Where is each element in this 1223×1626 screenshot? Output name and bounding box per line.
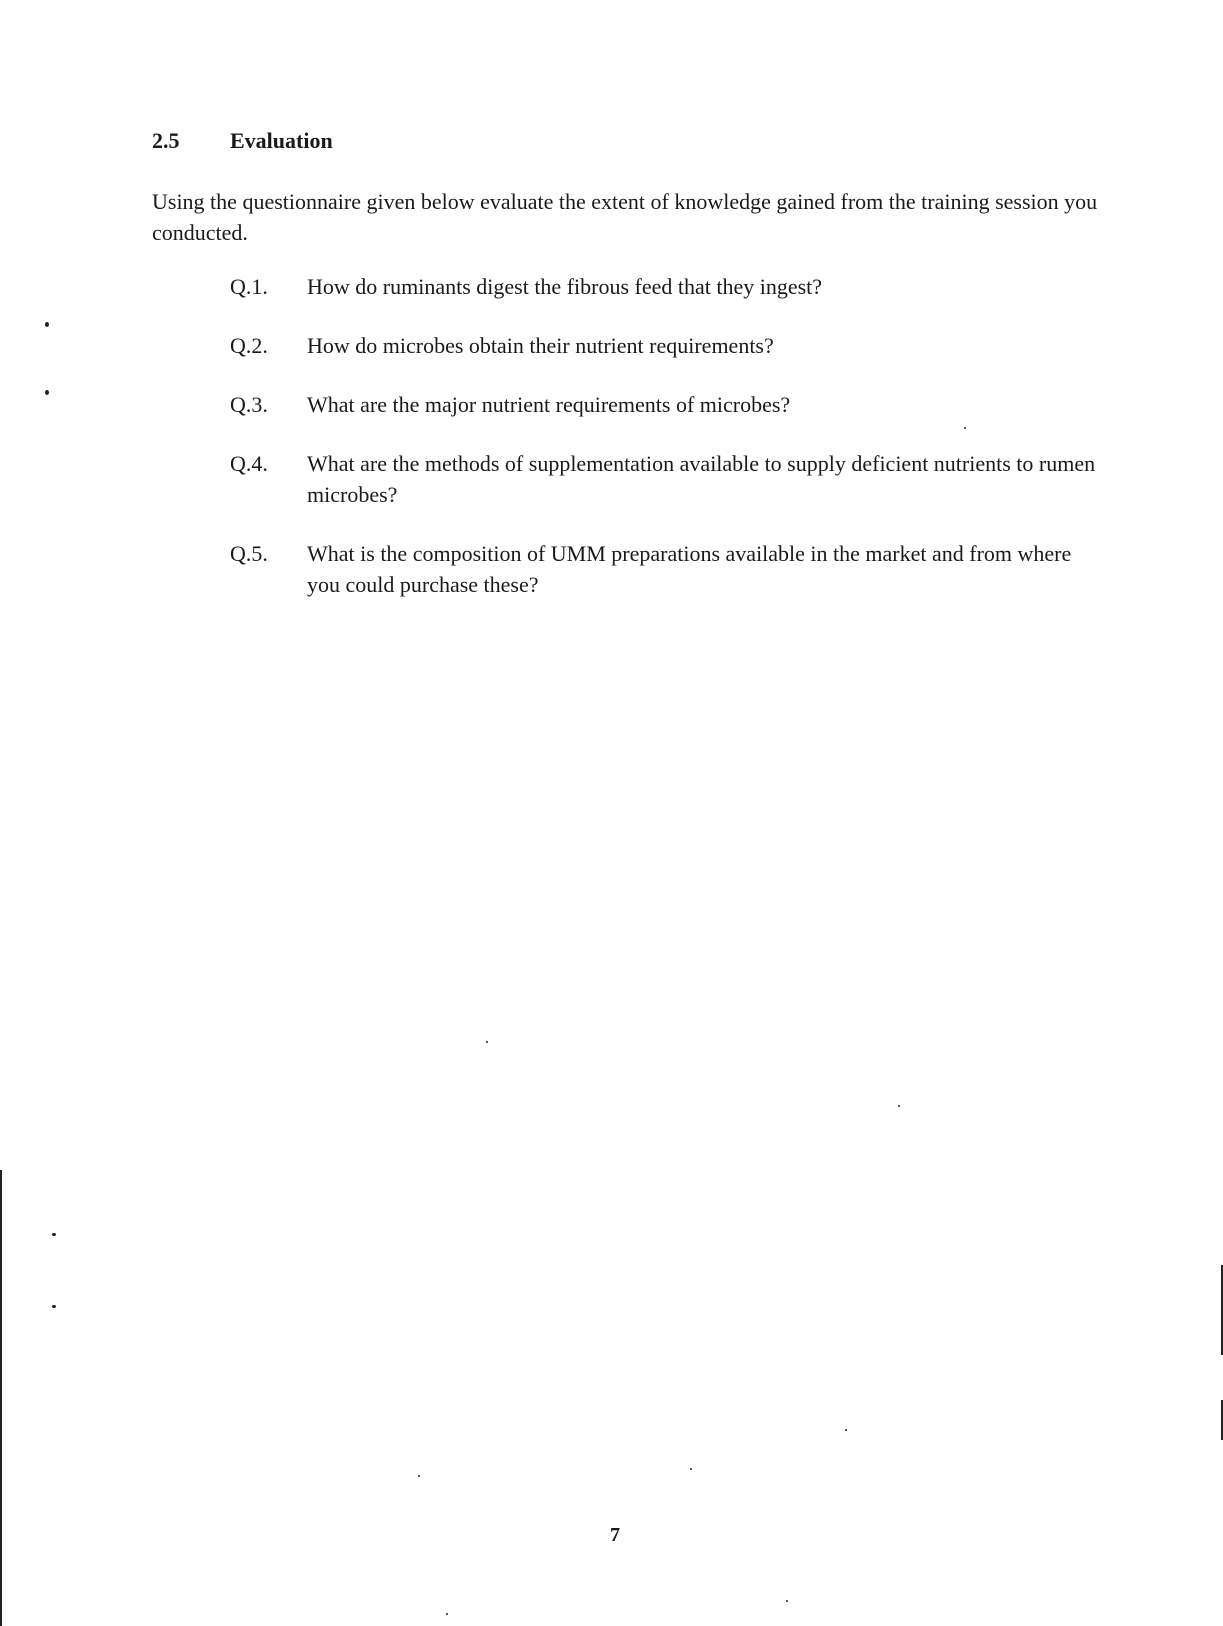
section-title: Evaluation bbox=[230, 128, 333, 153]
scan-speck bbox=[446, 1613, 448, 1615]
question-text: How do microbes obtain their nutrient requirements? bbox=[307, 333, 774, 358]
section-number: 2.5 bbox=[152, 128, 180, 153]
intro-paragraph: Using the questionnaire given below evaluate the extent of knowledge gained from the training session you conducted. bbox=[152, 189, 1098, 245]
scan-speck bbox=[486, 1041, 488, 1043]
question-item bbox=[230, 330, 1100, 361]
section-heading bbox=[152, 128, 333, 154]
question-item bbox=[230, 389, 1100, 420]
question-text: What is the composition of UMM preparations available in the market and from where you could purchase these? bbox=[307, 541, 1072, 597]
question-text: What are the major nutrient requirements of microbes? bbox=[307, 392, 791, 417]
scan-edge-line bbox=[0, 1170, 2, 1626]
question-number: Q.1. bbox=[230, 274, 268, 299]
question-number: Q.3. bbox=[230, 392, 268, 417]
scan-speck bbox=[418, 1475, 420, 1477]
question-text: How do ruminants digest the fibrous feed that they ingest? bbox=[307, 274, 823, 299]
question-number: Q.2. bbox=[230, 333, 268, 358]
question-item bbox=[230, 271, 1100, 302]
question-number: Q.5. bbox=[230, 541, 268, 566]
question-number: Q.4. bbox=[230, 451, 268, 476]
scan-speck bbox=[52, 1305, 56, 1308]
question-list bbox=[230, 271, 1100, 628]
scan-speck bbox=[845, 1429, 847, 1431]
scan-speck bbox=[786, 1600, 788, 1602]
scan-speck bbox=[690, 1468, 692, 1470]
question-item bbox=[230, 538, 1100, 600]
page-number: 7 bbox=[610, 1524, 620, 1546]
scan-speck bbox=[898, 1105, 900, 1107]
scan-speck bbox=[45, 390, 49, 395]
scan-speck bbox=[964, 427, 966, 429]
scan-speck bbox=[45, 322, 49, 327]
scan-speck bbox=[52, 1233, 56, 1236]
question-item bbox=[230, 448, 1100, 510]
question-text: What are the methods of supplementation available to supply deficient nutrients to rumen microbes? bbox=[307, 451, 1096, 507]
